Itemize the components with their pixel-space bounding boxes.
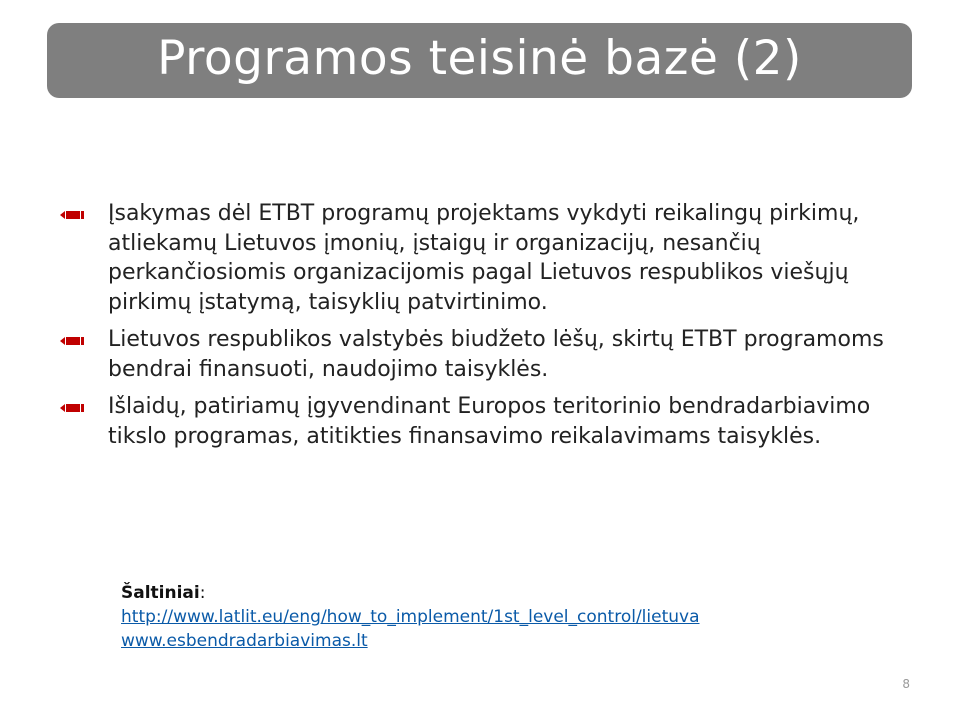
- slide-title: Programos teisinė bazė (2): [157, 31, 802, 86]
- source-link-esbendradarbiavimas[interactable]: www.esbendradarbiavimas.lt: [121, 631, 368, 651]
- bullet-text: Lietuvos respublikos valstybės biudžeto lėšų, skirtų ETBT programoms bendrai finansuoti, naudojimo taisyklės.: [108, 327, 884, 382]
- sources-heading: [121, 581, 741, 605]
- title-bar: [47, 23, 912, 98]
- source-link-latlit[interactable]: http://www.latlit.eu/eng/how_to_implement/1st_level_control/lietuva: [121, 607, 700, 627]
- bullet-item: [60, 199, 910, 317]
- pencil-icon: [60, 209, 84, 221]
- sources-colon: :: [199, 583, 206, 603]
- sources-block: [121, 581, 741, 653]
- pencil-icon: [60, 402, 84, 414]
- bullet-text: Išlaidų, patiriamų įgyvendinant Europos teritorinio bendradarbiavimo tikslo programas, atitikties finansavimo reikalavimams taisyklės.: [108, 394, 871, 449]
- page-number: 8: [902, 677, 910, 691]
- sources-label: Šaltiniai: [121, 583, 200, 603]
- bullet-item: [60, 392, 910, 451]
- pencil-icon: [60, 335, 84, 347]
- bullet-list: [60, 199, 910, 459]
- bullet-text: Įsakymas dėl ETBT programų projektams vykdyti reikalingų pirkimų, atliekamų Lietuvos įmonių, įstaigų ir organizacijų, nesančių perkančiosiomis organizacijomis pagal Lietuvos respublikos viešųjų pirkimų įstatymą, taisyklių patvirtinimo.: [108, 201, 860, 315]
- bullet-item: [60, 325, 910, 384]
